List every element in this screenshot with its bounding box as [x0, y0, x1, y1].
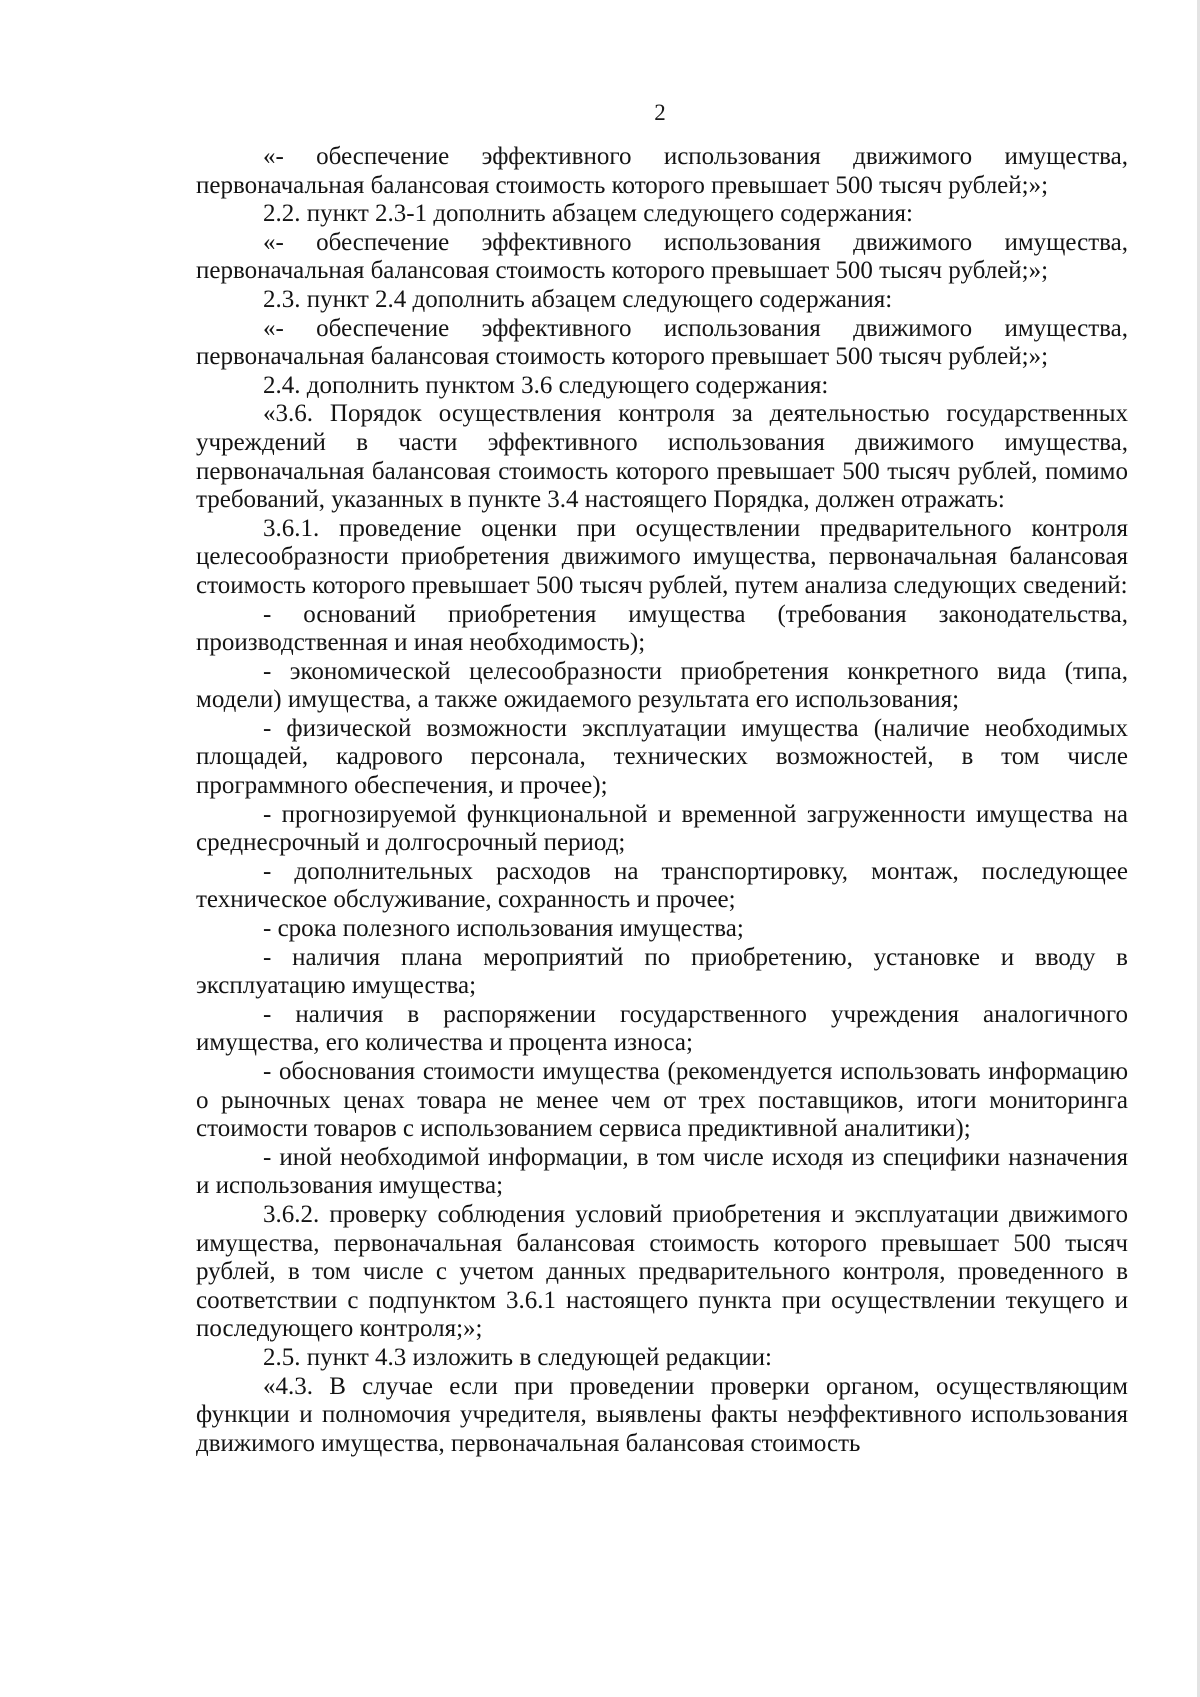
paragraph-quote-movable-property-1: «- обеспечение эффективного использования движимого имущества, первоначальная балансовая стоимость которого превышает 500 тысяч рублей;»; [196, 143, 1128, 199]
list-item-projected-load: - прогнозируемой функциональной и временной загруженности имущества на среднесрочный и долгосрочный период; [196, 800, 1128, 857]
paragraph-clause-3-6: «3.6. Порядок осуществления контроля за деятельностью государственных учреждений в части эффективного использования движимого имущества, первоначальная балансовая стоимость которого превышает 500 тысяч рублей, помимо требований, указанных в пункте 3.4 настоящего Порядка, должен отражать: [196, 400, 1128, 514]
paragraph-clause-3-6-1: 3.6.1. проведение оценки при осуществлении предварительного контроля целесообразности приобретения движимого имущества, первоначальная балансовая стоимость которого превышает 500 тысяч рублей, путем анализа следующих сведений: [196, 514, 1128, 599]
list-item-similar-property: - наличия в распоряжении государственного учреждения аналогичного имущества, его количества и процента износа; [196, 1000, 1128, 1057]
paragraph-item-2-4: 2.4. дополнить пунктом 3.6 следующего содержания: [263, 371, 829, 399]
list-item-useful-life: - срока полезного использования имущества; [263, 915, 744, 943]
paragraph-quote-movable-property-2: «- обеспечение эффективного использования движимого имущества, первоначальная балансовая стоимость которого превышает 500 тысяч рублей;»; [196, 228, 1128, 285]
list-item-cost-justification: - обоснования стоимости имущества (рекомендуется использовать информацию о рыночных ценах товара не менее чем от трех поставщиков, итоги мониторинга стоимости товаров с использованием сервиса предиктивной аналитики); [196, 1058, 1128, 1143]
list-item-acquisition-grounds: - оснований приобретения имущества (требования законодательства, производственная и иная необходимость); [196, 600, 1128, 657]
document-body [196, 143, 1128, 1458]
paragraph-item-2-3: 2.3. пункт 2.4 дополнить абзацем следующего содержания: [263, 285, 893, 313]
paragraph-item-2-5: 2.5. пункт 4.3 изложить в следующей редакции: [263, 1343, 772, 1371]
list-item-additional-costs: - дополнительных расходов на транспортировку, монтаж, последующее техническое обслуживание, сохранность и прочее; [196, 857, 1128, 914]
list-item-other-information: - иной необходимой информации, в том числе исходя из специфики назначения и использования имущества; [196, 1143, 1128, 1200]
paragraph-item-2-2: 2.2. пункт 2.3-1 дополнить абзацем следующего содержания: [263, 200, 913, 228]
paragraph-clause-4-3: «4.3. В случае если при проведении проверки органом, осуществляющим функции и полномочия учредителя, выявлены факты неэффективного использования движимого имущества, первоначальная балансовая стоимость [196, 1372, 1128, 1457]
paragraph-clause-3-6-2: 3.6.2. проверку соблюдения условий приобретения и эксплуатации движимого имущества, первоначальная балансовая стоимость которого превышает 500 тысяч рублей, в том числе с учетом данных предварительного контроля, проведенного в соответствии с подпунктом 3.6.1 настоящего пункта при осуществлении текущего и последующего контроля;»; [196, 1200, 1128, 1343]
page-number: 2 [654, 100, 666, 125]
paragraph-quote-movable-property-3: «- обеспечение эффективного использования движимого имущества, первоначальная балансовая стоимость которого превышает 500 тысяч рублей;»; [196, 314, 1128, 371]
list-item-action-plan: - наличия плана мероприятий по приобретению, установке и вводу в эксплуатацию имущества; [196, 943, 1128, 1000]
list-item-physical-possibility: - физической возможности эксплуатации имущества (наличие необходимых площадей, кадрового персонала, технических возможностей, в том числе программного обеспечения, и прочее); [196, 714, 1128, 800]
list-item-economic-feasibility: - экономической целесообразности приобретения конкретного вида (типа, модели) имущества, а также ожидаемого результата его использования; [196, 657, 1128, 714]
